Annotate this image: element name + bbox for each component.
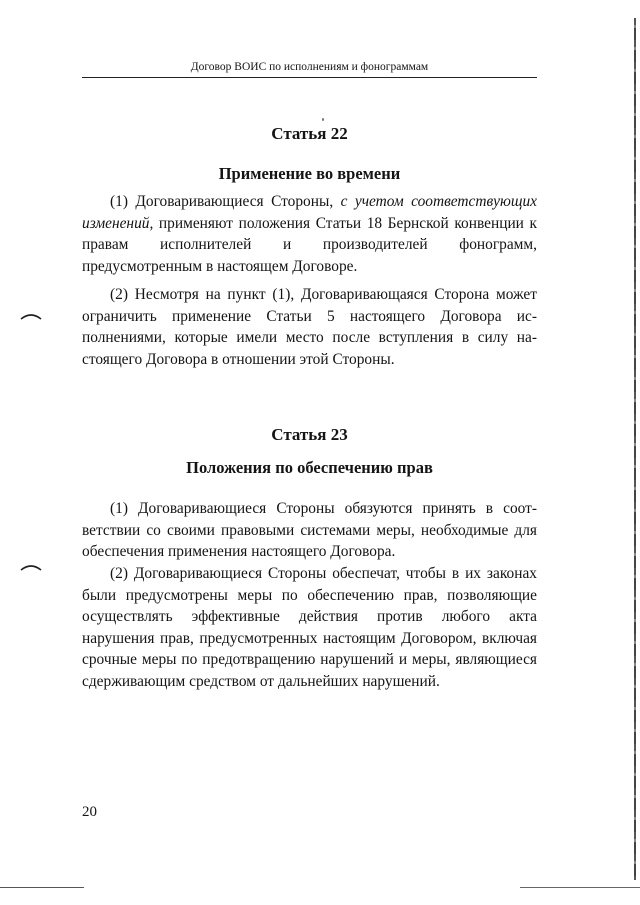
paragraph-text: (2) Договаривающиеся Стороны обеспечат, чтобы в их законах были предусмотрены меры по обеспечению прав, позволяющие осуществлять эффективные действия против любого акта нарушения прав, предусмотренных настоящим Договором, включая срочные меры по предотвращению нарушений и меры, являющиеся сдерживающим средством от дальнейших нарушений. xyxy=(82,565,537,690)
article-23-number: Статья 23 xyxy=(271,425,348,444)
running-header: Договор ВОИС по исполнениям и фонограммам xyxy=(82,60,537,78)
article-23-paragraph-2 xyxy=(82,563,537,693)
scan-edge-shadow xyxy=(634,18,636,880)
paragraph-text: (2) Несмотря на пункт (1), Договаривающаяся Сторона может ограничить применение Статьи 5 настоящего Договора исполнениями, которые имели место после вступления в силу настоящего Договора в отношении этой Стороны. xyxy=(82,286,537,368)
binding-hole-mark-lower xyxy=(20,563,42,571)
page-number: 20 xyxy=(82,804,97,820)
article-22-paragraph-2 xyxy=(82,284,537,370)
article-23-title: Положения по обеспечению прав xyxy=(186,458,433,477)
scan-edge-line xyxy=(0,887,84,888)
article-23-paragraph-1 xyxy=(82,498,537,563)
article-22-paragraph-1 xyxy=(82,191,537,277)
article-22-title: Применение во времени xyxy=(218,164,401,183)
paragraph-emphasis: с учетом соответствующих изменений xyxy=(82,193,537,232)
paragraph-text: (1) Договаривающиеся Стороны, xyxy=(110,193,341,210)
paragraph-text: , применяют положения Статьи 18 Бернской конвенции к правам исполнителей и производителей фонограмм, предусмотренным в настоящем Договоре. xyxy=(82,214,537,275)
scan-speck xyxy=(322,118,324,121)
scan-edge-line xyxy=(520,887,640,888)
article-22-number: Статья 22 xyxy=(271,124,348,143)
paragraph-text: (1) Договаривающиеся Стороны обязуются принять в соответствии со своими правовыми системами меры, необходимые для обеспечения применения настоящего Договора. xyxy=(82,500,537,561)
binding-hole-mark-upper xyxy=(20,312,42,320)
